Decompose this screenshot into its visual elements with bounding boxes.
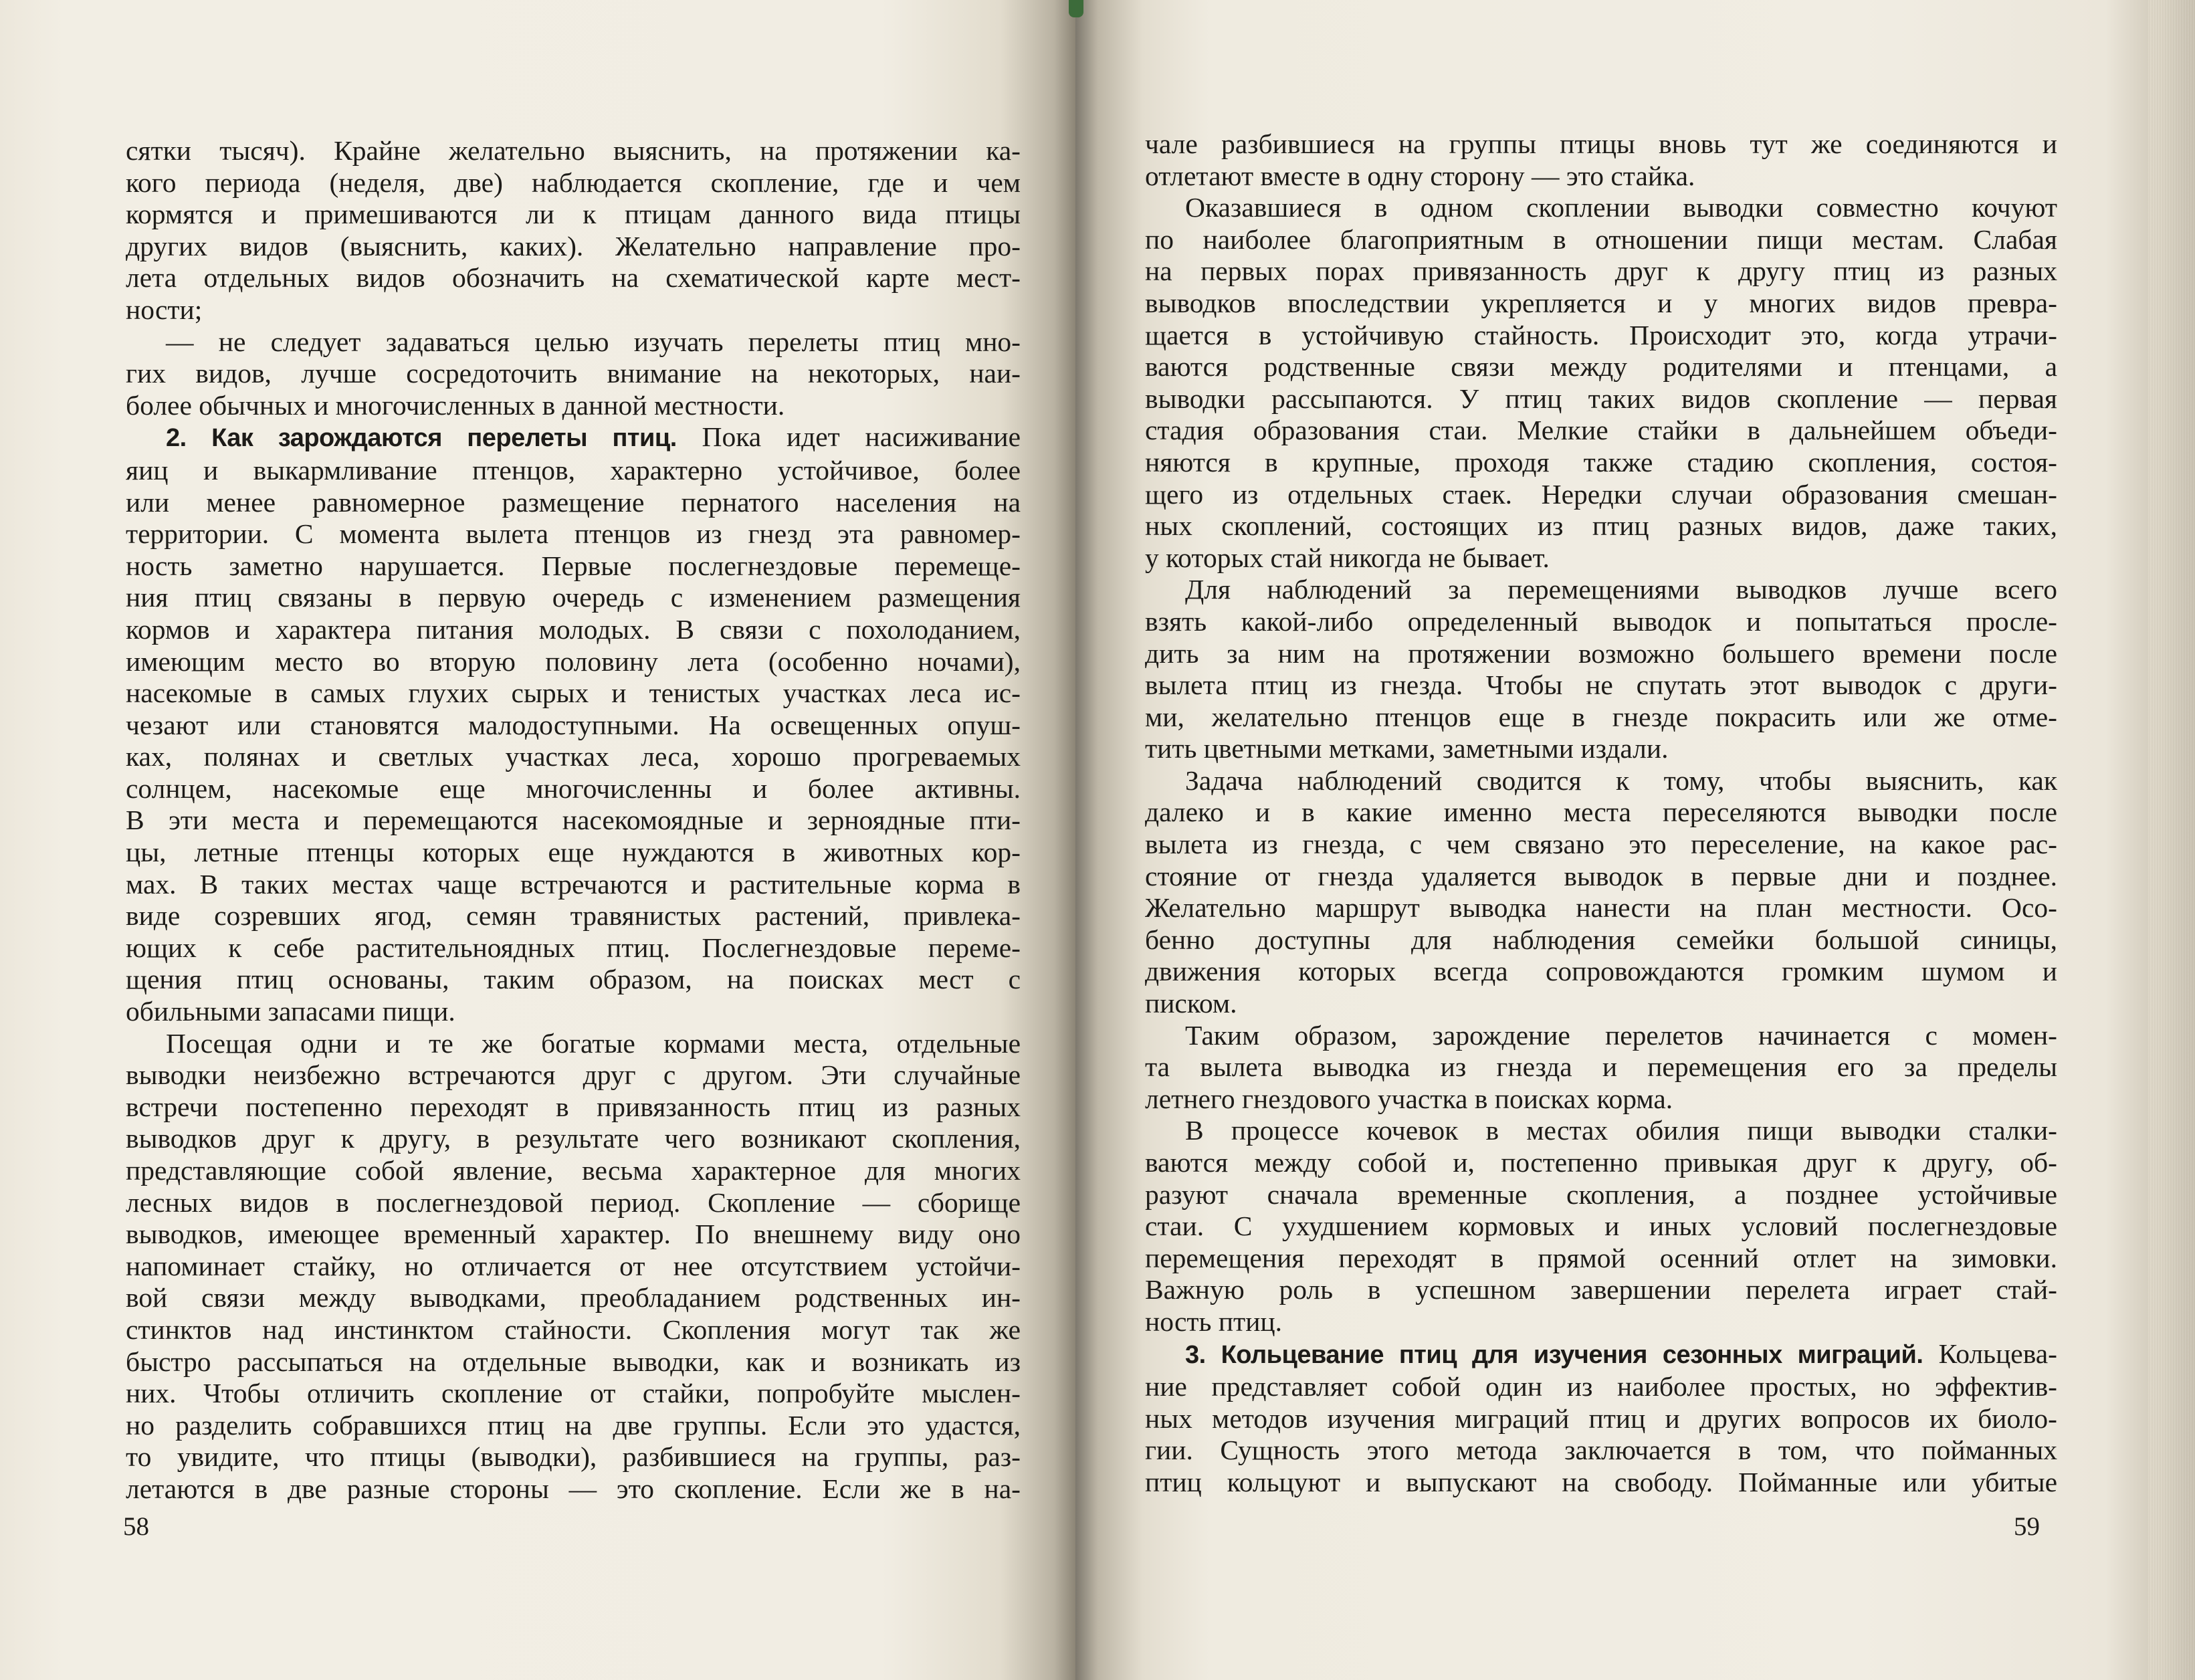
text-line (126, 390, 1021, 422)
text-line (1145, 161, 2057, 193)
text-line (1145, 988, 2057, 1020)
line-text: та вылета выводка из гнезда и перемещения его за пределы (1145, 1051, 2057, 1083)
text-line (126, 135, 1021, 167)
line-text: но разделить собравшихся птиц на две группы. Если это удастся, (126, 1409, 1021, 1441)
line-text: — не следует задаваться целью изучать перелеты птиц мно- (166, 326, 1021, 357)
line-text: ния птиц связаны в первую очередь с изменением размещения (126, 582, 1021, 613)
text-line (126, 932, 1021, 964)
text-line (1145, 1083, 2057, 1116)
line-text: Пока идет насиживание (676, 421, 1021, 453)
line-text: Оказавшиеся в одном скоплении выводки совместно кочуют (1185, 192, 2057, 223)
line-text: летнего гнездового участка в поисках корма. (1145, 1083, 1673, 1114)
line-text: движения которых всегда сопровождаются громким шумом и (1145, 956, 2057, 987)
line-text: щего из отдельных стаек. Нередки случаи образования смешан- (1145, 478, 2057, 510)
line-text: ющих к себе растительноядных птиц. Послегнездовые переме- (126, 932, 1021, 963)
text-line (126, 1123, 1021, 1155)
text-line (126, 1091, 1021, 1124)
text-line (126, 550, 1021, 583)
text-line (1145, 861, 2057, 893)
line-text: ности; (126, 294, 203, 325)
text-line (126, 1028, 1021, 1060)
line-text: виде созревших ягод, семян травянистых растений, привлека- (126, 900, 1021, 932)
line-text: ных методов изучения миграций птиц и других вопросов их биоло- (1145, 1402, 2057, 1434)
line-text: перемещения переходят в прямой осенний отлет на зимовки. (1145, 1242, 2057, 1273)
line-text: ние представляет собой один из наиболее простых, но эффектив- (1145, 1371, 2057, 1402)
line-text: выводки неизбежно встречаются друг с другом. Эти случайные (126, 1059, 1021, 1091)
text-line (1145, 1179, 2057, 1211)
line-text: Задача наблюдений сводится к тому, чтобы выяснить, как (1185, 764, 2057, 796)
line-text: кормятся и примешиваются ли к птицам данного вида птицы (126, 199, 1021, 230)
line-text: щения птиц основаны, таким образом, на поисках мест с (126, 964, 1021, 995)
line-text: мах. В таких местах чаще встречаются и растительные корма в (126, 868, 1021, 900)
line-text: лета отдельных видов обозначить на схематической карте мест- (126, 262, 1021, 294)
text-line (1145, 320, 2057, 352)
line-text: Таким образом, зарождение перелетов начинается с момен- (1185, 1019, 2057, 1051)
text-line (126, 326, 1021, 358)
line-text: вылета из гнезда, с чем связано это переселение, на какое рас- (1145, 829, 2057, 860)
line-text: взять какой-либо определенный выводок и попытаться просле- (1145, 605, 2057, 637)
line-text: отлетают вместе в одну сторону — это стайка. (1145, 160, 1695, 191)
line-text: выводков, имеющее временный характер. По внешнему виду оно (126, 1219, 1021, 1250)
line-text: стинктов над инстинктом стайности. Скопления могут так же (126, 1314, 1021, 1345)
text-line (126, 1187, 1021, 1219)
line-text: выводки рассыпаются. У птиц таких видов скопление — первая (1145, 383, 2057, 414)
line-text: других видов (выяснить, каких). Желательно направление про- (126, 230, 1021, 261)
line-text: летаются в две разные стороны — это скопление. Если же в на- (126, 1473, 1021, 1504)
text-line (1145, 1338, 2057, 1372)
line-text: быстро рассыпаться на отдельные выводки, как и возникать из (126, 1346, 1021, 1377)
line-text: или менее равномерное размещение пернатого населения на (126, 486, 1021, 518)
line-text: ность птиц. (1145, 1305, 1282, 1337)
text-line (1145, 638, 2057, 670)
line-text: далеко и в какие именно места переселяются выводки после (1145, 797, 2057, 828)
text-line (126, 582, 1021, 614)
text-line (1145, 542, 2057, 574)
text-line (126, 646, 1021, 678)
text-line (126, 1378, 1021, 1410)
left-page-number: 58 (123, 1512, 149, 1541)
line-text: Кольцева- (1923, 1338, 2057, 1369)
text-line (126, 262, 1021, 294)
text-line (1145, 1051, 2057, 1083)
text-line (126, 710, 1021, 742)
text-line (1145, 383, 2057, 415)
line-text: напоминает стайку, но отличается от нее отсутствием устойчи- (126, 1250, 1021, 1281)
line-text: лесных видов в послегнездовой период. Скопление — сборище (126, 1186, 1021, 1218)
line-text: стадия образования стаи. Мелкие стайки в дальнейшем объеди- (1145, 415, 2057, 446)
text-line (126, 421, 1021, 455)
left-page (0, 0, 1075, 1680)
text-line (126, 1314, 1021, 1346)
line-text: стаи. С ухудшением кормовых и иных условий послегнездовые (1145, 1211, 2057, 1242)
text-line (1145, 1371, 2057, 1403)
line-text: гих видов, лучше сосредоточить внимание на некоторых, наи- (126, 358, 1021, 389)
line-text: кормов и характера питания молодых. В связи с похолоданием, (126, 613, 1021, 645)
line-text: у которых стай никогда не бывает. (1145, 542, 1550, 573)
line-text: В эти места и перемещаются насекомоядные и зерноядные пти- (126, 805, 1021, 836)
line-text: стояние от гнезда удаляется выводок в первые дни и позднее. (1145, 860, 2057, 891)
text-line (126, 964, 1021, 996)
line-text: вой связи между выводками, преобладанием родственных ин- (126, 1282, 1021, 1314)
text-line (1145, 669, 2057, 702)
line-text: чезают или становятся малодоступными. На освещенных опуш- (126, 709, 1021, 740)
line-text: чале разбившиеся на группы птицы вновь тут же соединяются и (1145, 128, 2057, 159)
line-text: более обычных и многочисленных в данной местности. (126, 389, 785, 421)
line-text: на первых порах привязанность друг к другу птиц из разных (1145, 255, 2057, 287)
text-line (1145, 797, 2057, 829)
line-text: сятки тысяч). Крайне желательно выяснить, на протяжении ка- (126, 135, 1021, 166)
text-line (1145, 1020, 2057, 1052)
text-line (126, 518, 1021, 550)
text-line (126, 1155, 1021, 1187)
text-line (126, 1410, 1021, 1442)
line-text: ваются между собой и, постепенно привыкая друг к другу, об- (1145, 1147, 2057, 1178)
line-text: ных скоплений, состоящих из птиц разных видов, даже таких, (1145, 510, 2057, 542)
line-text: имеющим место во вторую половину лета (особенно ночами), (126, 645, 1021, 677)
line-text: няются в крупные, проходя также стадию скопления, состоя- (1145, 446, 2057, 478)
text-line (1145, 128, 2057, 161)
text-line (126, 1441, 1021, 1473)
line-text: Для наблюдений за перемещениями выводков лучше всего (1185, 574, 2057, 605)
line-text: встречи постепенно переходят в привязанность птиц из разных (126, 1091, 1021, 1122)
text-line (1145, 702, 2057, 734)
text-line (1145, 288, 2057, 320)
text-line (1145, 510, 2057, 542)
line-text: яиц и выкармливание птенцов, характерно устойчивое, более (126, 454, 1021, 486)
line-text: представляющие собой явление, весьма характерное для многих (126, 1155, 1021, 1186)
text-line (1145, 829, 2057, 861)
text-line (1145, 892, 2057, 924)
text-line (126, 1059, 1021, 1091)
right-page-text (1145, 128, 2057, 1499)
text-line (126, 677, 1021, 710)
line-text: то увидите, что птицы (выводки), разбившиеся на группы, раз- (126, 1441, 1021, 1473)
line-text: Посещая одни и те же богатые кормами места, отдельные (166, 1027, 1021, 1059)
text-line (126, 1473, 1021, 1505)
text-line (1145, 1306, 2057, 1338)
text-line (1145, 1147, 2057, 1179)
line-text: них. Чтобы отличить скопление от стайки, попробуйте мыслен- (126, 1378, 1021, 1409)
text-line (126, 487, 1021, 519)
line-text: разуют сначала временные скопления, а позднее устойчивые (1145, 1178, 2057, 1210)
line-text: Желательно маршрут выводка нанести на план местности. Осо- (1145, 892, 2057, 924)
text-line (1145, 574, 2057, 606)
text-line (126, 996, 1021, 1028)
line-text: щается в устойчивую стайность. Происходит это, когда утрачи- (1145, 319, 2057, 350)
line-text: тить цветными метками, заметными издали. (1145, 733, 1669, 764)
text-line (126, 455, 1021, 487)
text-line (1145, 1211, 2057, 1243)
text-line (1145, 255, 2057, 288)
text-line (126, 900, 1021, 932)
text-line (1145, 1243, 2057, 1275)
line-text: бенно доступны для наблюдения семейки большой синицы, (1145, 924, 2057, 955)
text-line (1145, 765, 2057, 797)
line-text: обильными запасами пищи. (126, 996, 455, 1027)
text-line (126, 741, 1021, 773)
line-text: писком. (1145, 988, 1237, 1019)
line-text: цы, летные птенцы которых еще нуждаются в животных кор- (126, 837, 1021, 868)
text-line (1145, 479, 2057, 511)
text-line (1145, 956, 2057, 988)
text-line (126, 294, 1021, 326)
line-text: выводков впоследствии укрепляется и у многих видов превра- (1145, 287, 2057, 318)
text-line (1145, 1274, 2057, 1306)
text-line (1145, 351, 2057, 383)
line-text: выводков друг к другу, в результате чего возникают скопления, (126, 1123, 1021, 1154)
text-line (126, 1251, 1021, 1283)
line-text: вылета птиц из гнезда. Чтобы не спутать этот выводок с други- (1145, 669, 2057, 701)
text-line (126, 231, 1021, 263)
text-line (126, 773, 1021, 805)
text-line (126, 1219, 1021, 1251)
section-heading: 2. Как зарождаются перелеты птиц. (166, 424, 677, 453)
text-line (126, 1346, 1021, 1378)
line-text: ваются родственные связи между родителями и птенцами, а (1145, 351, 2057, 383)
text-line (1145, 224, 2057, 256)
text-line (126, 837, 1021, 869)
text-line (126, 358, 1021, 390)
section-heading: 3. Кольцевание птиц для изучения сезонных миграций. (1185, 1340, 1923, 1369)
bookmark-ribbon (1069, 0, 1083, 17)
left-page-text (126, 135, 1021, 1505)
text-line (1145, 1435, 2057, 1467)
line-text: гии. Сущность этого метода заключается в том, что пойманных (1145, 1435, 2057, 1466)
line-text: по наиболее благоприятным в отношении пищи местам. Слабая (1145, 223, 2057, 255)
line-text: Важную роль в успешном завершении перелета играет стай- (1145, 1274, 2057, 1305)
line-text: дить за ним на протяжении возможно большего времени после (1145, 637, 2057, 669)
line-text: ках, полянах и светлых участках леса, хорошо прогреваемых (126, 741, 1021, 772)
text-line (1145, 192, 2057, 224)
text-line (126, 869, 1021, 901)
text-line (1145, 1467, 2057, 1499)
text-line (126, 805, 1021, 837)
line-text: солнцем, насекомые еще многочисленны и более активны. (126, 772, 1021, 804)
text-line (1145, 415, 2057, 447)
line-text: насекомые в самых глухих сырых и тенистых участках леса ис- (126, 677, 1021, 709)
text-line (1145, 606, 2057, 638)
text-line (126, 167, 1021, 199)
line-text: ность заметно нарушается. Первые послегнездовые перемеще- (126, 550, 1021, 581)
text-line (1145, 733, 2057, 765)
line-text: В процессе кочевок в местах обилия пищи выводки сталки- (1185, 1115, 2057, 1146)
right-page (1075, 0, 2195, 1680)
line-text: территории. С момента вылета птенцов из гнезд эта равномер- (126, 518, 1021, 550)
text-line (126, 614, 1021, 646)
text-line (126, 1282, 1021, 1314)
line-text: птиц кольцуют и выпускают на свободу. Пойманные или убитые (1145, 1466, 2057, 1497)
text-line (1145, 1115, 2057, 1147)
line-text: ми, желательно птенцов еще в гнезде покрасить или же отме- (1145, 701, 2057, 732)
text-line (1145, 1403, 2057, 1435)
right-page-number: 59 (2014, 1512, 2040, 1541)
text-line (126, 199, 1021, 231)
text-line (1145, 447, 2057, 479)
line-text: кого периода (неделя, две) наблюдается скопление, где и чем (126, 167, 1021, 198)
text-line (1145, 924, 2057, 956)
